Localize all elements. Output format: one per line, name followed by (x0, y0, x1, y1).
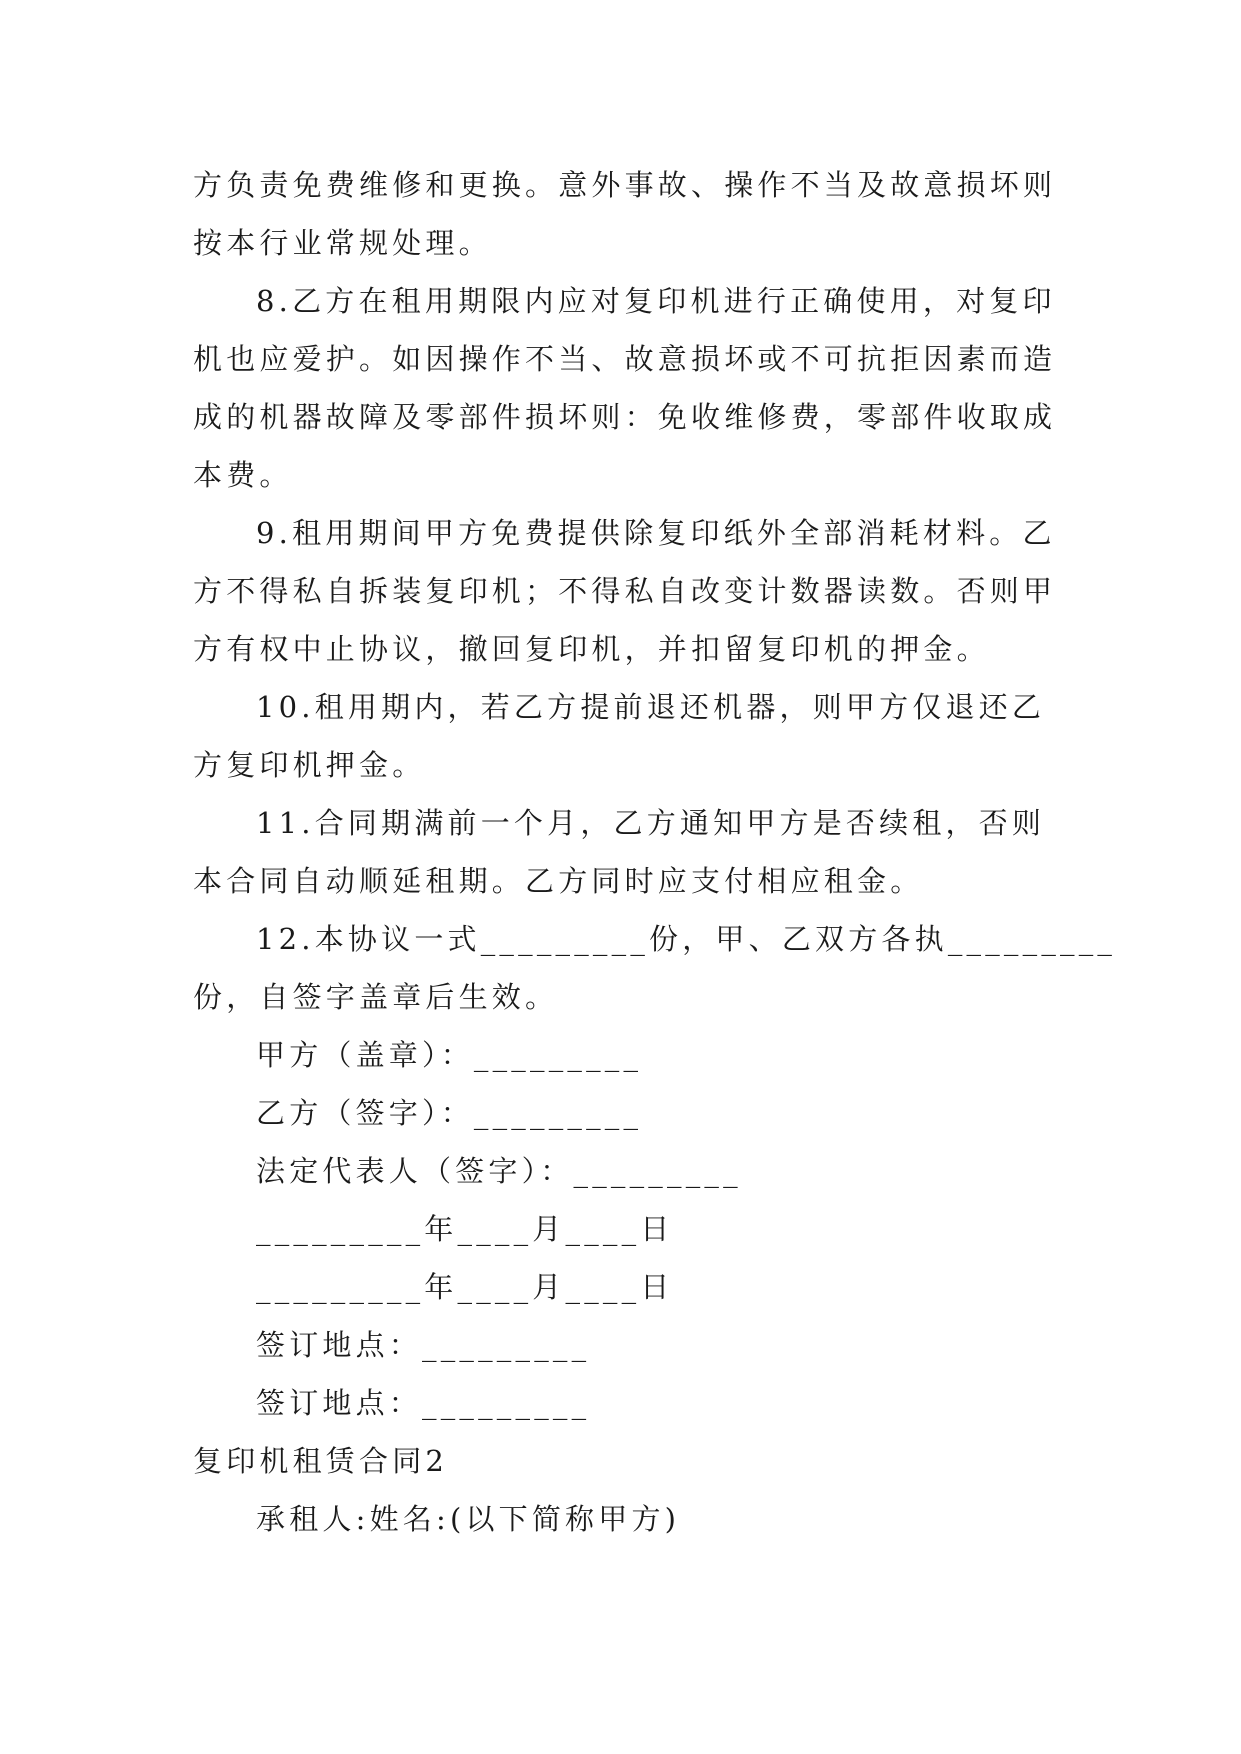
date-field-2: _________年____月____日 (256, 1270, 674, 1304)
party-a-seal-field: 甲方（盖章）：_________ (256, 1038, 643, 1072)
clause-9-line-3: 方有权中止协议，撤回复印机，并扣留复印机的押金。 (193, 632, 990, 666)
clause-9-line-2: 方不得私自拆装复印机；不得私自改变计数器读数。否则甲 (193, 574, 1057, 608)
clause-10-line-1: 10.租用期内，若乙方提前退还机器，则甲方仅退还乙 (256, 690, 1046, 724)
signing-location-field-1: 签订地点：_________ (256, 1328, 591, 1362)
clause-11-line-1: 11.合同期满前一个月，乙方通知甲方是否续租，否则 (256, 806, 1046, 840)
signing-location-field-2: 签订地点：_________ (256, 1386, 591, 1420)
clause-7-continued-line-2: 按本行业常规处理。 (193, 226, 492, 260)
clause-8-line-3: 成的机器故障及零部件损坏则：免收维修费，零部件收取成 (193, 400, 1057, 434)
legal-representative-signature-field: 法定代表人（签字）：_________ (256, 1154, 742, 1188)
party-b-signature-field: 乙方（签字）：_________ (256, 1096, 643, 1130)
clause-11-line-2: 本合同自动顺延租期。乙方同时应支付相应租金。 (193, 864, 924, 898)
contract-2-title: 复印机租赁合同2 (193, 1444, 449, 1478)
clause-8-line-1: 8.乙方在租用期限内应对复印机进行正确使用，对复印 (256, 284, 1056, 318)
clause-12-line-2: 份，自签字盖章后生效。 (193, 980, 559, 1014)
clause-10-line-2: 方复印机押金。 (193, 748, 426, 782)
clause-9-line-1: 9.租用期间甲方免费提供除复印纸外全部消耗材料。乙 (256, 516, 1056, 550)
clause-12-line-1: 12.本协议一式_________份，甲、乙双方各执_________ (256, 922, 1117, 956)
date-field-1: _________年____月____日 (256, 1212, 674, 1246)
clause-8-line-4: 本费。 (193, 458, 293, 492)
clause-7-continued-line-1: 方负责免费维修和更换。意外事故、操作不当及故意损坏则 (193, 168, 1057, 202)
lessee-name-line: 承租人:姓名:(以下简称甲方) (256, 1502, 681, 1536)
clause-8-line-2: 机也应爱护。如因操作不当、故意损坏或不可抗拒因素而造 (193, 342, 1057, 376)
